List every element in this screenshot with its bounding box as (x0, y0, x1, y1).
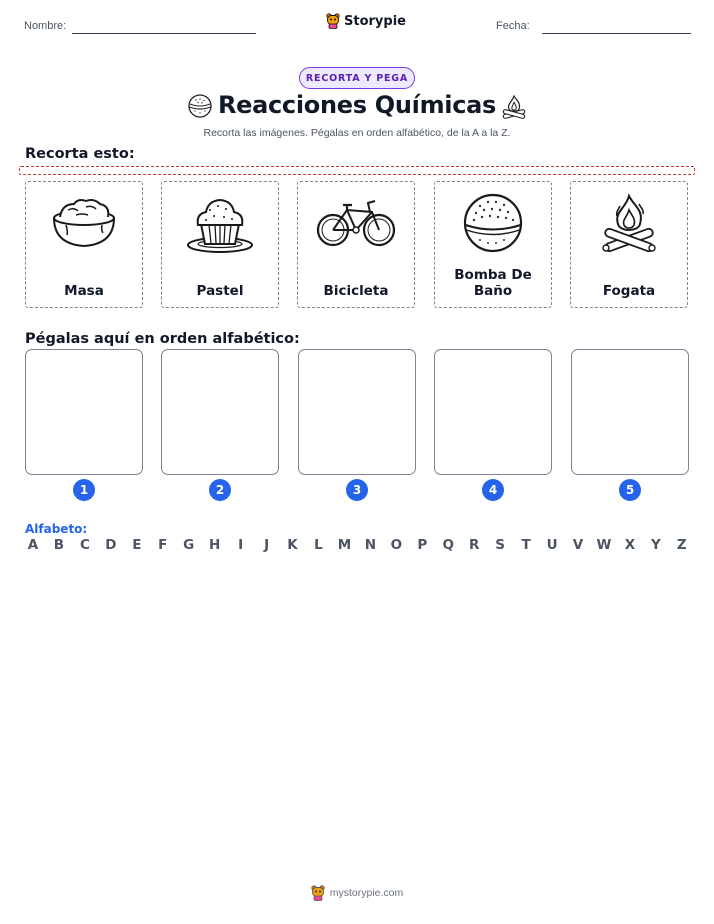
alphabet-letter: S (495, 537, 506, 553)
card-label: Bicicleta (323, 283, 389, 299)
alphabet-letter: K (287, 537, 298, 553)
alphabet-letter: C (79, 537, 90, 553)
brand-logo (326, 13, 406, 29)
cut-card-bomba-de-bano[interactable] (434, 181, 552, 308)
cupcake-icon (184, 192, 256, 254)
cut-card-masa[interactable] (25, 181, 143, 308)
alphabet-title: Alfabeto: (25, 522, 88, 536)
slot-number-badge: 1 (73, 479, 95, 501)
storypie-mascot-icon (311, 885, 325, 901)
alphabet-row (25, 537, 690, 553)
cut-section-label: Recorta esto: (25, 146, 135, 162)
card-label: Pastel (196, 283, 244, 299)
cut-card-bicicleta[interactable] (297, 181, 415, 308)
alphabet-letter: W (596, 537, 612, 553)
campfire-icon (598, 192, 660, 258)
alphabet-letter: R (469, 537, 480, 553)
paste-slot-1[interactable] (25, 349, 143, 475)
footer-url[interactable]: mystorypie.com (329, 887, 404, 899)
alphabet-letter: Q (442, 537, 454, 553)
alphabet-letter: A (27, 537, 39, 553)
paste-slot-2[interactable] (161, 349, 279, 475)
alphabet-letter: O (390, 537, 403, 553)
page-title: Reacciones Químicas (217, 91, 497, 119)
alphabet-letter: T (521, 537, 531, 553)
footer (0, 885, 714, 901)
alphabet-letter: L (314, 537, 323, 553)
name-label: Nombre: (24, 20, 67, 32)
alphabet-letter: Y (650, 537, 661, 553)
name-line[interactable] (72, 33, 256, 34)
campfire-small-icon (499, 93, 529, 123)
alphabet-letter: M (337, 537, 352, 553)
alphabet-letter: J (264, 537, 270, 553)
storypie-mascot-icon (326, 13, 340, 29)
activity-badge: RECORTA Y PEGA (299, 67, 415, 89)
date-label: Fecha: (496, 20, 530, 32)
alphabet-letter: G (183, 537, 195, 553)
slot-number-badge: 4 (482, 479, 504, 501)
alphabet-letter: V (572, 537, 584, 553)
dough-bowl-icon (48, 192, 120, 250)
alphabet-letter: P (417, 537, 428, 553)
card-label: Masa (64, 283, 104, 299)
slot-number-badge: 3 (346, 479, 368, 501)
cut-card-pastel[interactable] (161, 181, 279, 308)
paste-slot-4[interactable] (434, 349, 552, 475)
bicycle-icon (316, 192, 396, 252)
slot-number-badge: 2 (209, 479, 231, 501)
date-line[interactable] (542, 33, 691, 34)
alphabet-letter: H (209, 537, 221, 553)
alphabet-letter: E (132, 537, 142, 553)
alphabet-letter: U (546, 537, 558, 553)
alphabet-letter: X (624, 537, 636, 553)
cut-card-fogata[interactable] (570, 181, 688, 308)
alphabet-letter: Z (676, 537, 687, 553)
paste-slot-3[interactable] (298, 349, 416, 475)
brand-name: Storypie (344, 13, 406, 29)
card-label: Bomba De Baño (454, 267, 532, 299)
instructions: Recorta las imágenes. Pégalas en orden alfabético, de la A a la Z. (203, 127, 511, 139)
paste-slot-5[interactable] (571, 349, 689, 475)
paste-section-label: Pégalas aquí en orden alfabético: (25, 331, 300, 347)
alphabet-letter: N (364, 537, 377, 553)
alphabet-letter: D (105, 537, 117, 553)
slot-number-badge: 5 (619, 479, 641, 501)
cut-line (19, 166, 695, 175)
alphabet-letter: B (53, 537, 65, 553)
alphabet-letter: F (158, 537, 168, 553)
alphabet-letter: I (238, 537, 244, 553)
bath-bomb-icon (462, 192, 524, 254)
card-label: Fogata (602, 283, 656, 299)
